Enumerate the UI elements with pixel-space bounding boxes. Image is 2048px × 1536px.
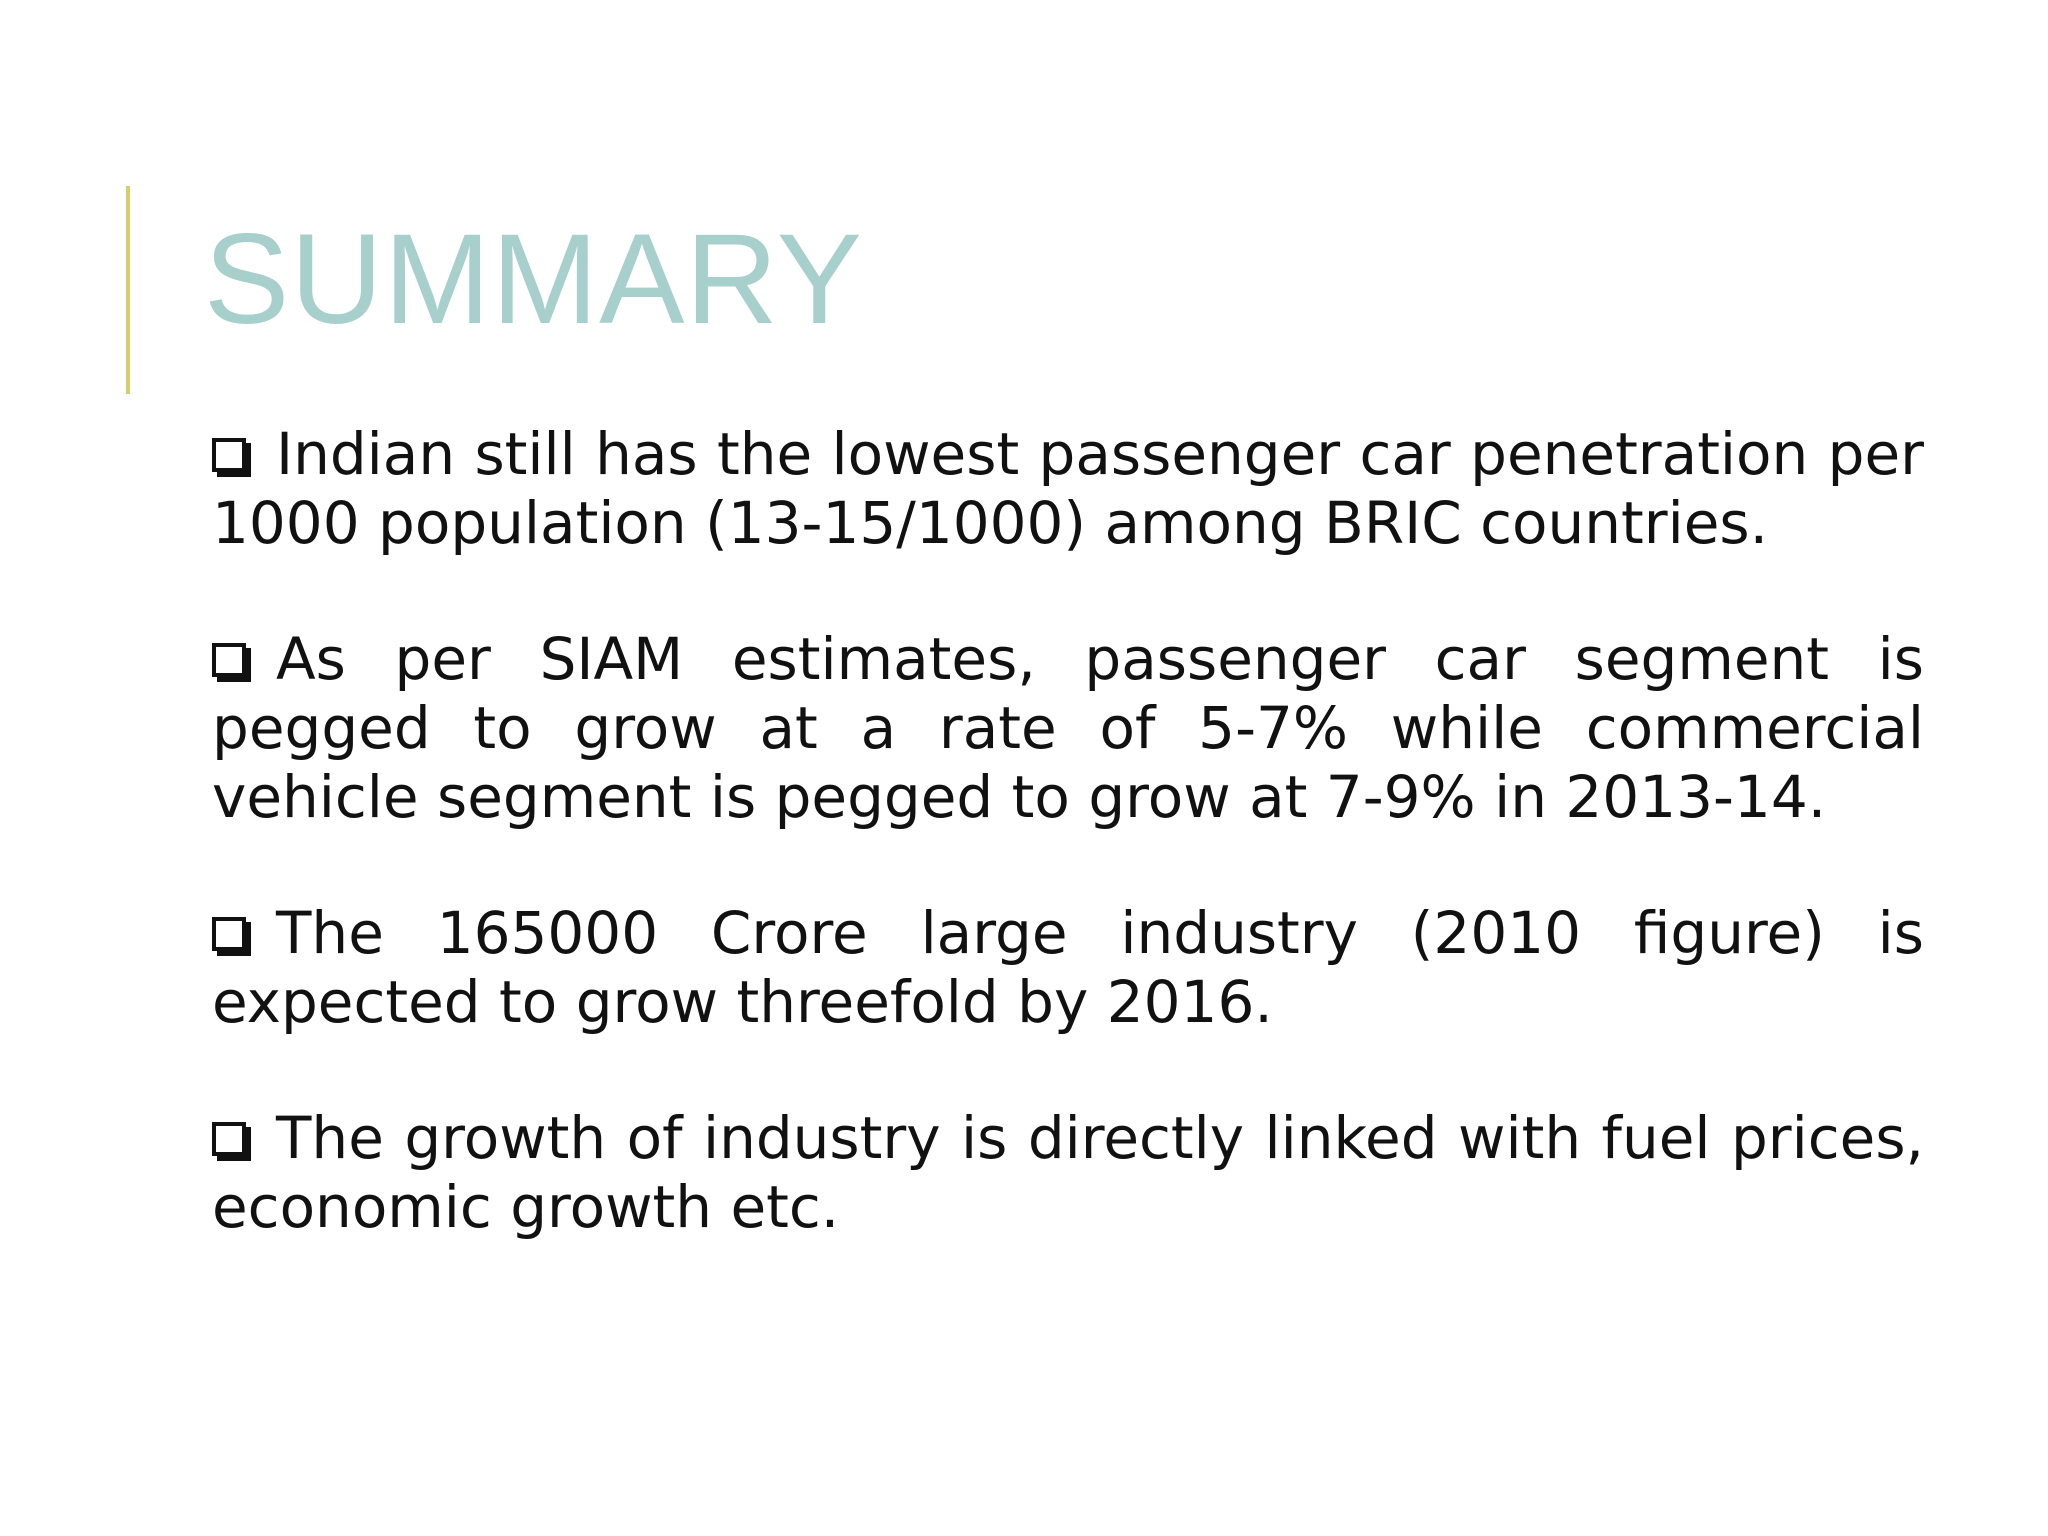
slide-title: SUMMARY: [204, 208, 863, 351]
checkbox-bullet-icon: [212, 1122, 246, 1156]
bullet-list: [212, 420, 1924, 1309]
bullet-item: [212, 625, 1924, 832]
title-accent-bar: [126, 186, 130, 394]
bullet-item: [212, 1104, 1924, 1242]
checkbox-bullet-icon: [212, 917, 246, 951]
checkbox-bullet-icon: [212, 643, 246, 677]
bullet-text: As per SIAM estimates, passenger car segment is pegged to grow at a rate of 5-7% while commercial vehicle segment is pegged to grow at 7-9% in 2013-14.: [212, 625, 1924, 831]
bullet-text: The growth of industry is directly linked with fuel prices, economic growth etc.: [212, 1104, 1924, 1241]
checkbox-bullet-icon: [212, 438, 246, 472]
bullet-text: Indian still has the lowest passenger car penetration per 1000 population (13-15/1000) among BRIC countries.: [212, 420, 1924, 557]
bullet-item: [212, 899, 1924, 1037]
bullet-item: [212, 420, 1924, 558]
bullet-text: The 165000 Crore large industry (2010 figure) is expected to grow threefold by 2016.: [212, 899, 1924, 1036]
